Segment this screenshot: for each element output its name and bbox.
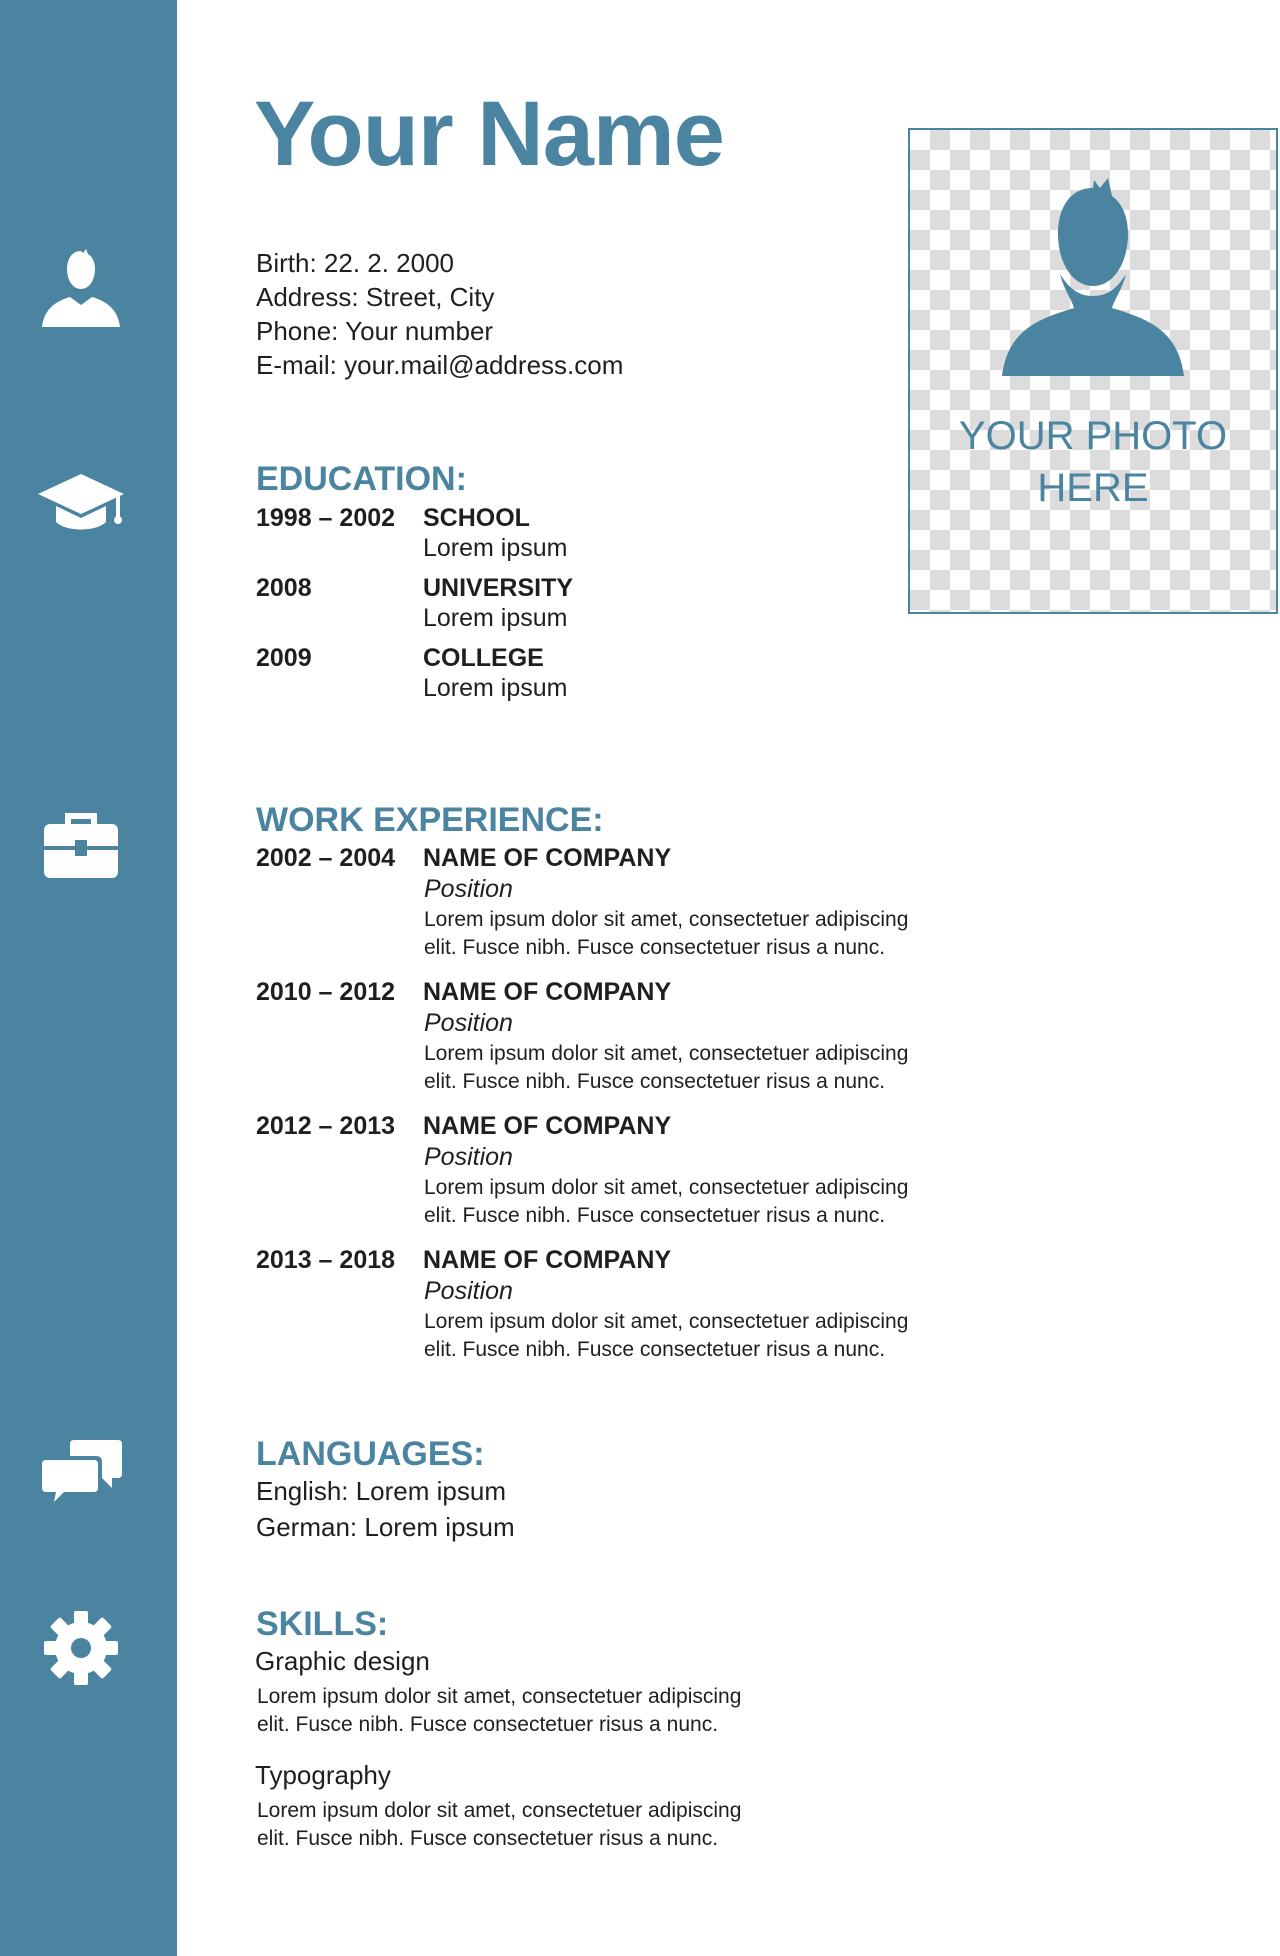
work-years: 2002 – 2004 (256, 844, 396, 872)
photo-label-line1: YOUR PHOTO (958, 414, 1228, 458)
work-description-line: Lorem ipsum dolor sit amet, consectetuer adipiscing (424, 908, 909, 931)
work-company: NAME OF COMPANY (423, 1112, 672, 1140)
education-heading: EDUCATION: (256, 460, 467, 498)
work-description (424, 1174, 908, 1230)
work-experience-heading: WORK EXPERIENCE: (256, 801, 604, 839)
work-description-line: Lorem ipsum dolor sit amet, consectetuer adipiscing (424, 1176, 909, 1199)
skill-item (255, 1646, 741, 1739)
work-company: NAME OF COMPANY (423, 1246, 672, 1274)
education-years: 2009 (256, 644, 312, 672)
work-years: 2012 – 2013 (256, 1112, 396, 1140)
sidebar (0, 0, 177, 1956)
skill-name: Graphic design (255, 1646, 430, 1676)
skill-description (257, 1797, 741, 1853)
photo-label-line2: HERE (1037, 466, 1149, 510)
skill-description-line: Lorem ipsum dolor sit amet, consectetuer adipiscing (257, 1685, 742, 1708)
work-description-line: Lorem ipsum dolor sit amet, consectetuer adipiscing (424, 1042, 909, 1065)
photo-label (910, 410, 1276, 514)
person-icon (36, 245, 126, 335)
work-description-line: elit. Fusce nibh. Fusce consectetuer risus a nunc. (424, 1204, 886, 1227)
skill-name: Typography (255, 1760, 391, 1790)
education-institution: COLLEGE (423, 644, 544, 672)
language-item: English: Lorem ipsum (256, 1476, 506, 1506)
birth-line: Birth: 22. 2. 2000 (256, 248, 455, 278)
work-description (424, 1308, 908, 1364)
skills-heading: SKILLS: (256, 1605, 389, 1643)
work-years: 2010 – 2012 (256, 978, 396, 1006)
phone-line: Phone: Your number (256, 316, 494, 346)
work-position: Position (424, 875, 513, 903)
work-description-line: elit. Fusce nibh. Fusce consectetuer risus a nunc. (424, 1338, 886, 1361)
email-line: E-mail: your.mail@address.com (256, 350, 624, 380)
work-position: Position (424, 1143, 513, 1171)
photo-placeholder[interactable] (908, 128, 1278, 614)
address-line: Address: Street, City (256, 282, 495, 312)
work-description-line: Lorem ipsum dolor sit amet, consectetuer adipiscing (424, 1310, 909, 1333)
education-institution: UNIVERSITY (423, 574, 574, 602)
gear-icon (36, 1603, 126, 1693)
languages-heading: LANGUAGES: (256, 1435, 485, 1473)
education-years: 1998 – 2002 (256, 504, 396, 532)
page-title: Your Name (254, 83, 724, 185)
language-item: German: Lorem ipsum (256, 1512, 515, 1542)
work-description (424, 1040, 908, 1096)
skill-item (255, 1760, 741, 1853)
education-institution: SCHOOL (423, 504, 530, 532)
work-years: 2013 – 2018 (256, 1246, 396, 1274)
work-description (424, 906, 908, 962)
work-position: Position (424, 1009, 513, 1037)
work-description-line: elit. Fusce nibh. Fusce consectetuer risus a nunc. (424, 936, 886, 959)
avatar-silhouette-icon (1002, 178, 1184, 378)
graduation-cap-icon (36, 458, 126, 548)
briefcase-icon (36, 800, 126, 890)
work-company: NAME OF COMPANY (423, 978, 672, 1006)
skill-description-line: Lorem ipsum dolor sit amet, consectetuer adipiscing (257, 1799, 742, 1822)
skill-description-line: elit. Fusce nibh. Fusce consectetuer risus a nunc. (257, 1713, 719, 1736)
contact-info (256, 246, 623, 382)
skill-description-line: elit. Fusce nibh. Fusce consectetuer risus a nunc. (257, 1827, 719, 1850)
work-description-line: elit. Fusce nibh. Fusce consectetuer risus a nunc. (424, 1070, 886, 1093)
work-position: Position (424, 1277, 513, 1305)
skill-description (257, 1683, 741, 1739)
chat-bubbles-icon (36, 1428, 126, 1518)
education-detail: Lorem ipsum (423, 534, 568, 562)
education-detail: Lorem ipsum (423, 604, 568, 632)
work-company: NAME OF COMPANY (423, 844, 672, 872)
education-years: 2008 (256, 574, 312, 602)
education-detail: Lorem ipsum (423, 674, 568, 702)
